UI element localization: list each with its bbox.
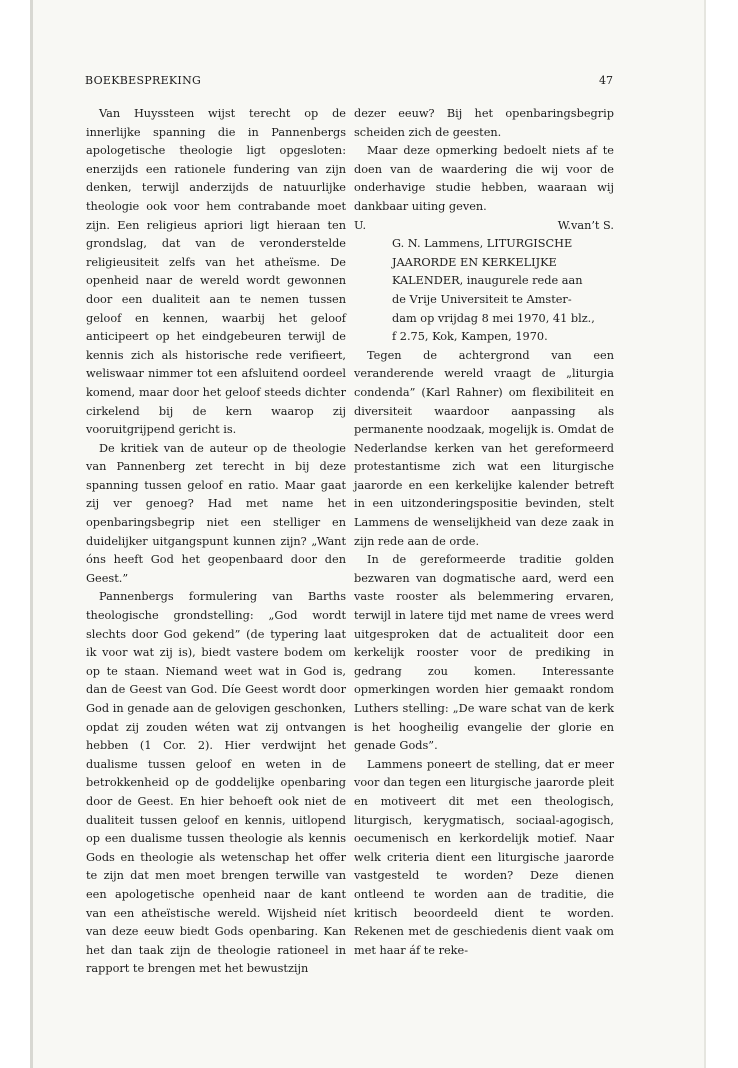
review-heading-line: G. N. Lammens, LITURGISCHE xyxy=(392,237,573,251)
review-signature xyxy=(354,217,614,236)
signature-initial: U. xyxy=(354,218,367,232)
paragraph: In de gereformeerde traditie golden bezwaren van dogmatische aard, werd een vaste rooster als belemmering ervaren, terwijl in latere tijd met name de vrees werd uitgesproken dat de actualiteit door een kerkelijk rooster voor de prediking in gedrang zou komen. Interessante opmerkingen worden hier gemaakt rondom Luthers stelling: „De ware schat van de kerk is het hoogheilig evangelie der glorie en genade Gods”. xyxy=(354,553,614,753)
continued-paragraph: dezer eeuw? Bij het openbaringsbegrip scheiden zich de geesten. xyxy=(354,107,614,139)
review-heading-line: dam op vrijdag 8 mei 1970, 41 blz., xyxy=(392,311,595,325)
left-column xyxy=(86,105,346,979)
closing-paragraph: Maar deze opmerking bedoelt niets af te doen van de waardering die wij voor de onderhavige studie hebben, waaraan wij dankbaar uiting geven. xyxy=(354,144,614,213)
review-heading-line: KALENDER, inaugurele rede aan xyxy=(392,274,583,288)
paragraph: Lammens poneert de stelling, dat er meer voor dan tegen een liturgische jaarorde pleit en motiveert dit met een theologisch, liturgisch, kerygmatisch, sociaal-agogisch, oecumenisch en kerkordelijk motief. Naar welk criteria dient een liturgische jaarorde vastgesteld te worden? Deze dienen ontleend te worden aan de traditie, die kritisch beoordeeld dient te worden. Rekenen met de geschiedenis dient vaak om met haar áf te reke- xyxy=(354,757,614,957)
running-head: BOEKBESPREKING xyxy=(85,74,202,87)
paragraph: Tegen de achtergrond van een veranderende wereld vraagt de „liturgia condenda” (Karl Rahner) om flexibiliteit en diversiteit waardoor aanpassing als permanente noodzaak, mogelijk is. Omdat de Nederlandse kerken van het gereformeerd protestantisme zich wat een liturgische jaarorde en een kerkelijke kalender betreft in een uitzonderingspositie bevinden, stelt Lammens de wenselijkheid van deze zaak in zijn rede aan de orde. xyxy=(354,348,614,548)
review-heading-line: JAARORDE EN KERKELIJKE xyxy=(392,255,557,269)
page-number: 47 xyxy=(599,74,613,87)
page-header xyxy=(85,74,613,90)
paragraph: Pannenbergs formulering van Barths theologische grondstelling: „God wordt slechts door God gekend” (de typering laat ik voor wat zij is), biedt vastere bodem om op te staan. Niemand weet wat in God is, dan de Geest van God. Díe Geest wordt door God in genade aan de gelovigen geschonken, opdat zij zouden wéten wat zij ontvangen hebben (1 Cor. 2). Hier verdwijnt het dualisme tussen geloof en weten in de betrokkenheid op de goddelijke openbaring door de Geest. En hier behoeft ook niet de dualiteit tussen geloof en kennis, uitlopend op een dualisme tussen theologie als kennis Gods en theologie als wetenschap het offer te zijn dat men moet brengen terwille van een apologetische openheid naar de kant van een atheïstische wereld. Wijsheid níet van deze eeuw biedt Gods openbaring. Kan het dan taak zijn de theologie rationeel in rapport te brengen met het bewustzijn xyxy=(86,590,346,976)
paragraph: De kritiek van de auteur op de theologie van Pannenberg zet terecht in bij deze spanning tussen geloof en ratio. Maar gaat zij ver genoeg? Had met name het openbaringsbegrip niet een stelliger en duidelijker uitgangspunt kunnen zijn? „Want óns heeft God het geopenbaard door den Geest.” xyxy=(86,441,346,585)
review-heading xyxy=(354,235,614,347)
signature-author: W.van’t S. xyxy=(557,218,614,232)
right-column xyxy=(354,105,614,960)
paragraph: Van Huyssteen wijst terecht op de innerlijke spanning die in Pannenbergs apologetische theologie ligt opgesloten: enerzijds een rationele fundering van zijn denken, terwijl anderzijds de natuurlijke theologie ook voor hem contrabande moet zijn. Een religieus apriori ligt hieraan ten grondslag, dat van de veronderstelde religieusiteit zelfs van het atheïsme. De openheid naar de wereld wordt gewonnen door een dualiteit aan te nemen tussen geloof en kennen, waarbij het geloof anticipeert op het eindgebeuren terwijl de kennis zich als historische rede verifieert, weliswaar nimmer tot een afsluitend oordeel komend, maar door het geloof steeds dichter cirkelend bij de kern waarop zij vooruitgrijpend gericht is. xyxy=(86,107,346,437)
review-heading-line: f 2.75, Kok, Kampen, 1970. xyxy=(392,330,548,344)
review-heading-line: de Vrije Universiteit te Amster- xyxy=(392,292,572,306)
